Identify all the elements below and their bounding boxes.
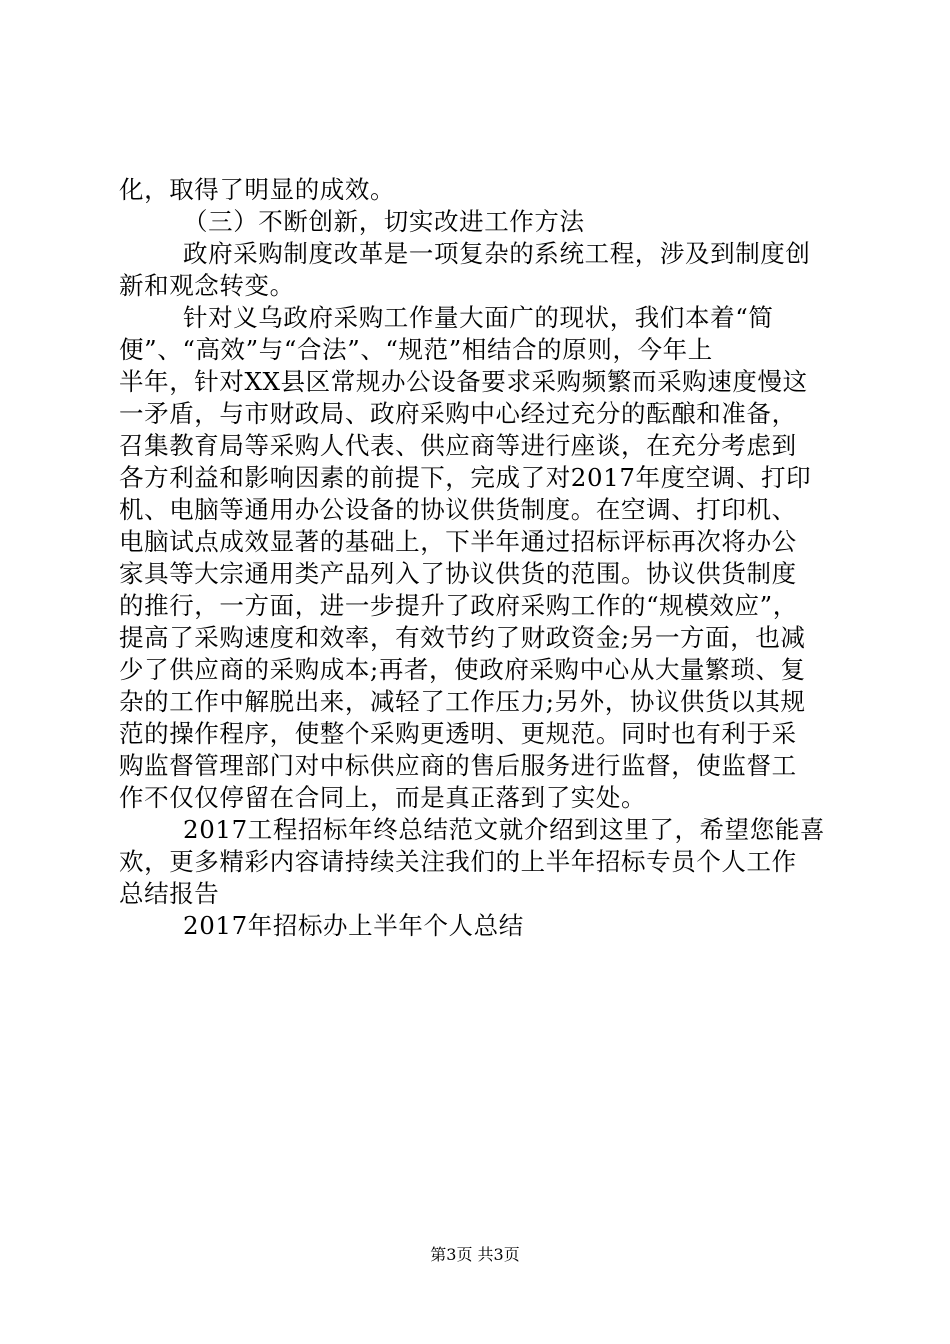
text-line: 各方利益和影响因素的前提下，完成了对2017年度空调、打印 [119, 463, 812, 492]
text-line: 便”、“高效”与“合法”、“规范”相结合的原则，今年上 [119, 335, 713, 364]
text-line: 杂的工作中解脱出来，减轻了工作压力;另外，协议供货以其规 [119, 687, 806, 716]
text-line: 2017工程招标年终总结范文就介绍到这里了，希望您能喜 [183, 815, 826, 844]
text-line: 作不仅仅停留在合同上，而是真正落到了实处。 [119, 783, 647, 812]
text-line: 2017年招标办上半年个人总结 [183, 911, 524, 940]
text-line: 少了供应商的采购成本;再者，使政府采购中心从大量繁琐、复 [119, 655, 806, 684]
text-line: 总结报告 [119, 879, 220, 908]
section-heading: （三）不断创新，切实改进工作方法 [183, 207, 585, 236]
text-line: 欢，更多精彩内容请持续关注我们的上半年招标专员个人工作 [119, 847, 797, 876]
page-number-footer: 第3页 共3页 [430, 1245, 520, 1264]
text-line: 购监督管理部门对中标供应商的售后服务进行监督，使监督工 [119, 751, 797, 780]
text-line: 一矛盾，与市财政局、政府采购中心经过充分的酝酿和准备， [119, 399, 797, 428]
text-line: 的推行，一方面，进一步提升了政府采购工作的“规模效应”， [119, 591, 798, 620]
text-line: 机、电脑等通用办公设备的协议供货制度。在空调、打印机、 [119, 495, 797, 524]
text-line: 半年，针对XX县区常规办公设备要求采购频繁而采购速度慢这 [119, 367, 808, 396]
text-line: 召集教育局等采购人代表、供应商等进行座谈，在充分考虑到 [119, 431, 797, 460]
text-line: 电脑试点成效显著的基础上，下半年通过招标评标再次将办公 [119, 527, 797, 556]
text-line: 家具等大宗通用类产品列入了协议供货的范围。协议供货制度 [119, 559, 797, 588]
text-line: 化，取得了明显的成效。 [119, 175, 396, 204]
text-line: 针对义乌政府采购工作量大面广的现状，我们本着“简 [183, 303, 774, 332]
text-line: 提高了采购速度和效率，有效节约了财政资金;另一方面，也减 [119, 623, 806, 652]
text-line: 范的操作程序，使整个采购更透明、更规范。同时也有利于采 [119, 719, 797, 748]
text-line: 政府采购制度改革是一项复杂的系统工程，涉及到制度创 [183, 239, 811, 268]
text-line: 新和观念转变。 [119, 271, 295, 300]
